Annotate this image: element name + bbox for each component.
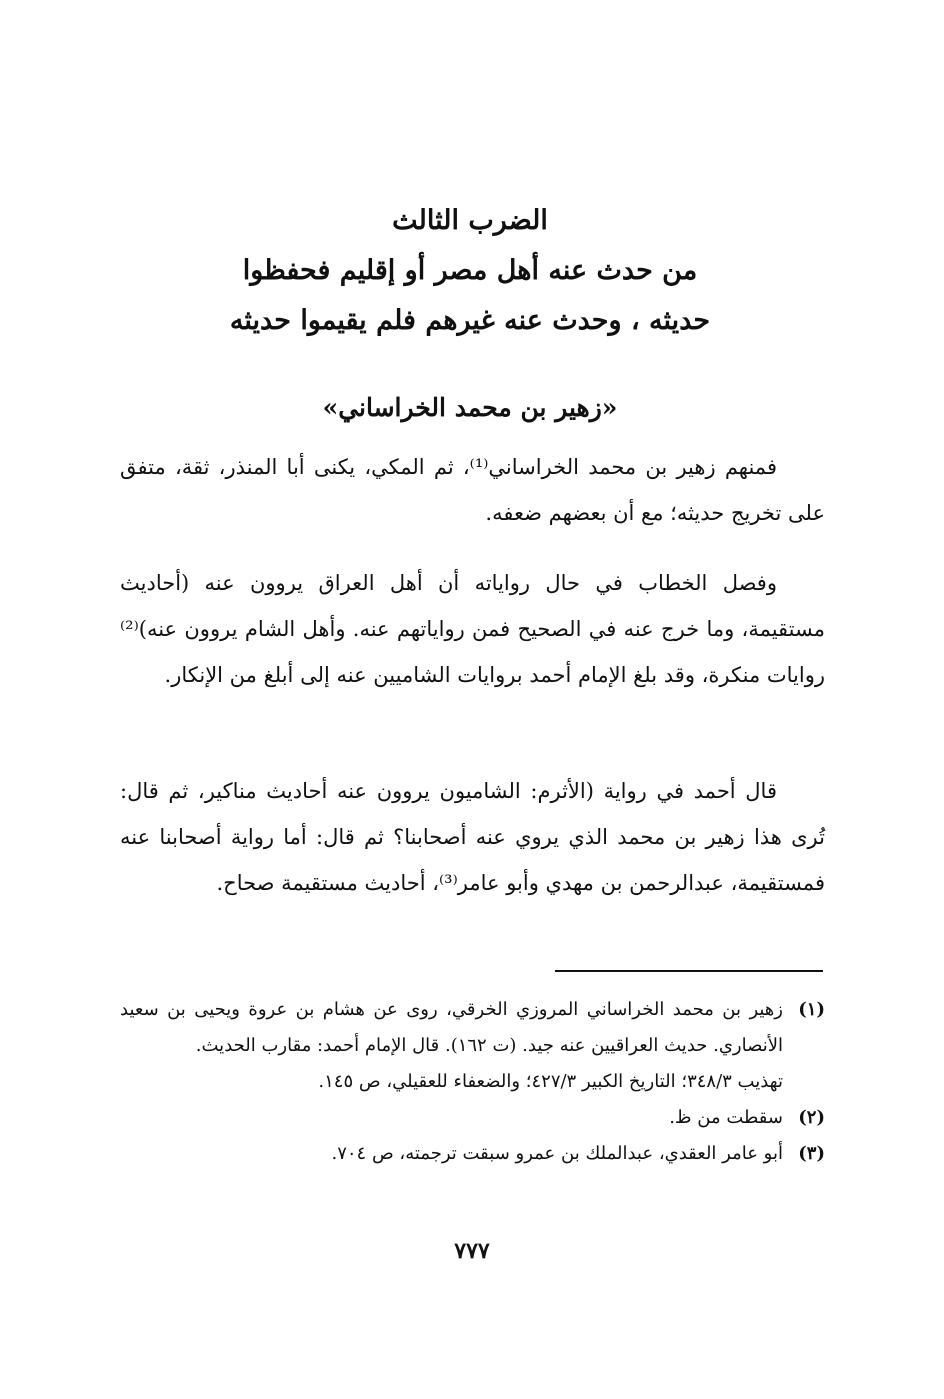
heading-line-3: حديثه ، وحدث عنه غيرهم فلم يقيموا حديثه bbox=[229, 305, 711, 336]
paragraph-1: فمنهم زهير بن محمد الخراساني⁽¹⁾، ثم المكي، يكنى أبا المنذر، ثقة، متفق على تخريج حديثه؛ مع أن بعضهم ضعفه. bbox=[120, 455, 825, 525]
footnote-1-sources: تهذيب ٣٤٨/٣؛ التاريخ الكبير ٤٢٧/٣؛ والضعفاء للعقيلي، ص ١٤٥. bbox=[318, 1071, 783, 1092]
heading-line-1: الضرب الثالث bbox=[392, 205, 548, 236]
footnote-text: أبو عامر العقدي، عبدالملك بن عمرو سبقت ترجمته، ص ٧٠٤. bbox=[331, 1143, 783, 1164]
paragraph-2-block bbox=[120, 560, 825, 698]
footnote-text: زهير بن محمد الخراساني المروزي الخرقي، روى عن هشام بن عروة ويحيى بن سعيد الأنصاري. حديث العراقيين عنه جيد. (ت ١٦٢). قال الإمام أحمد: مقارب الحديث. bbox=[120, 999, 783, 1056]
paragraph-1-block bbox=[120, 444, 825, 536]
footnote-2 bbox=[120, 1100, 825, 1136]
page-number: ٧٧٧ bbox=[454, 1238, 490, 1264]
paragraph-2: وفصل الخطاب في حال رواياته أن أهل العراق يروون عنه (أحاديث مستقيمة، وما خرج عنه في الصحيح فمن رواياتهم عنه. وأهل الشام يروون عنه)⁽²⁾ روايات منكرة، وقد بلغ الإمام أحمد بروايات الشاميين عنه إلى أبلغ من الإنكار. bbox=[120, 571, 825, 687]
section-subheading: «زهير بن محمد الخراساني» bbox=[322, 393, 618, 422]
footnote-1 bbox=[120, 992, 825, 1064]
footnote-number: (١) bbox=[798, 999, 825, 1020]
footnote-3 bbox=[120, 1136, 825, 1172]
chapter-heading bbox=[120, 196, 820, 346]
paragraph-3: قال أحمد في رواية (الأثرم: الشاميون يروون عنه أحاديث مناكير، ثم قال: تُرى هذا زهير بن محمد الذي يروي عنه أصحابنا؟ ثم قال: أما رواية أصحابنا عنه فمستقيمة، عبدالرحمن بن مهدي وأبو عامر⁽³⁾، أحاديث مستقيمة صحاح. bbox=[120, 779, 825, 895]
heading-line-2: من حدث عنه أهل مصر أو إقليم فحفظوا bbox=[242, 255, 698, 286]
footnote-number: (٣) bbox=[798, 1143, 825, 1164]
footnotes bbox=[120, 992, 825, 1172]
footnote-number: (٢) bbox=[798, 1107, 825, 1128]
footnote-divider bbox=[555, 970, 823, 972]
paragraph-3-block bbox=[120, 768, 825, 906]
footnote-text: سقطت من ظ. bbox=[669, 1107, 783, 1128]
